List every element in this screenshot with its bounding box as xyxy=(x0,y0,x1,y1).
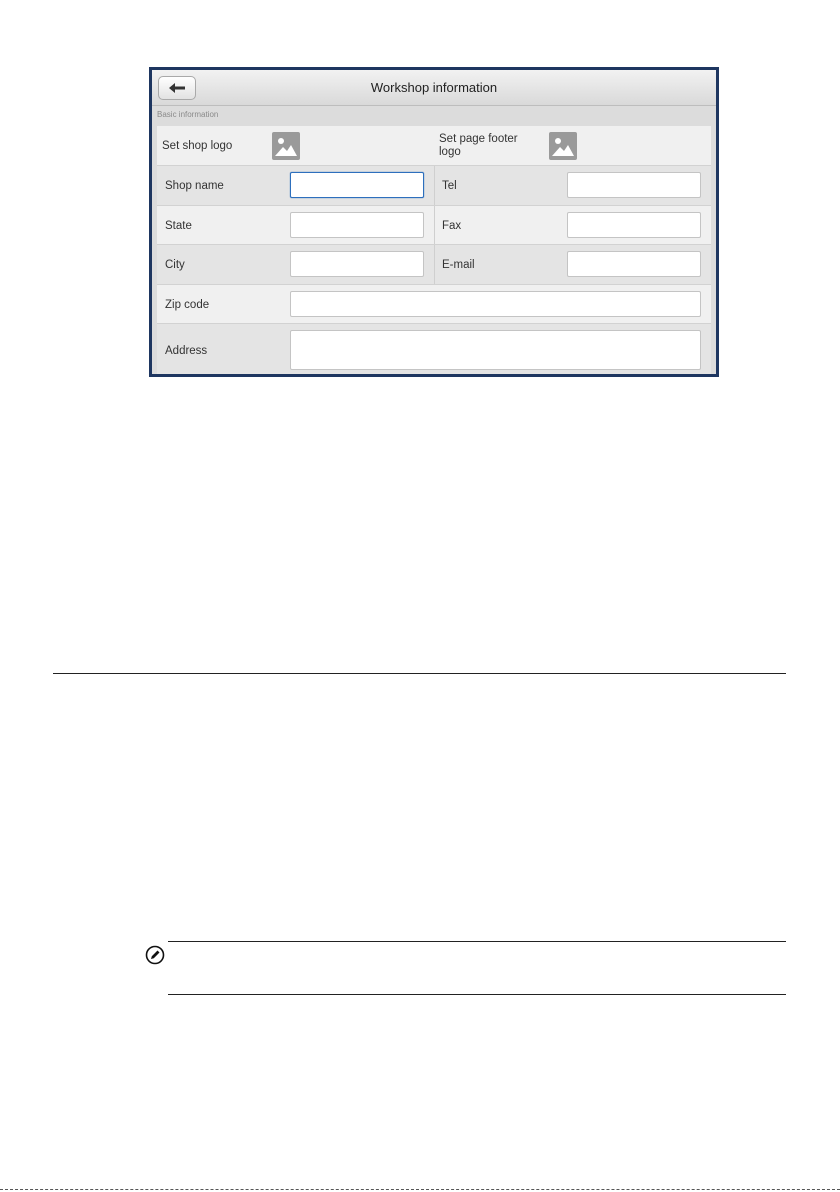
tel-input[interactable] xyxy=(567,172,701,198)
back-button[interactable] xyxy=(158,76,196,100)
shop-logo-image-icon[interactable] xyxy=(272,132,300,160)
address-input[interactable] xyxy=(290,330,701,370)
city-email-row xyxy=(157,245,711,285)
footer-logo-image-icon[interactable] xyxy=(549,132,577,160)
city-input[interactable] xyxy=(290,251,424,277)
back-arrow-icon xyxy=(169,83,185,93)
state-label: State xyxy=(165,220,192,232)
pencil-note-icon xyxy=(145,945,165,965)
shop-name-tel-row xyxy=(157,166,711,206)
address-label: Address xyxy=(165,345,208,357)
fax-label: Fax xyxy=(442,220,462,232)
tel-label: Tel xyxy=(442,180,457,192)
address-row xyxy=(157,324,711,377)
footer-logo-label: Set page footer logo xyxy=(439,133,518,158)
shop-logo-label: Set shop logo xyxy=(162,140,233,152)
section-divider xyxy=(53,673,786,674)
fax-input[interactable] xyxy=(567,212,701,238)
basic-info-form xyxy=(157,126,711,377)
page-title: Workshop information xyxy=(370,80,498,95)
logo-row xyxy=(157,126,711,166)
page-bottom-rule xyxy=(0,1189,840,1190)
shop-name-label: Shop name xyxy=(165,180,224,192)
zip-row xyxy=(157,285,711,324)
note-top-rule xyxy=(168,941,786,942)
state-input[interactable] xyxy=(290,212,424,238)
state-fax-row xyxy=(157,206,711,245)
workshop-info-screenshot xyxy=(149,67,719,377)
zip-label: Zip code xyxy=(165,299,210,311)
city-label: City xyxy=(165,259,185,271)
email-label: E-mail xyxy=(442,259,475,271)
column-divider xyxy=(434,166,435,205)
email-input[interactable] xyxy=(567,251,701,277)
column-divider xyxy=(434,245,435,284)
column-divider xyxy=(434,206,435,244)
title-bar xyxy=(152,70,716,106)
zip-input[interactable] xyxy=(290,291,701,317)
section-label: Basic information xyxy=(157,110,219,119)
note-bottom-rule xyxy=(168,994,786,995)
shop-name-input[interactable] xyxy=(290,172,424,198)
